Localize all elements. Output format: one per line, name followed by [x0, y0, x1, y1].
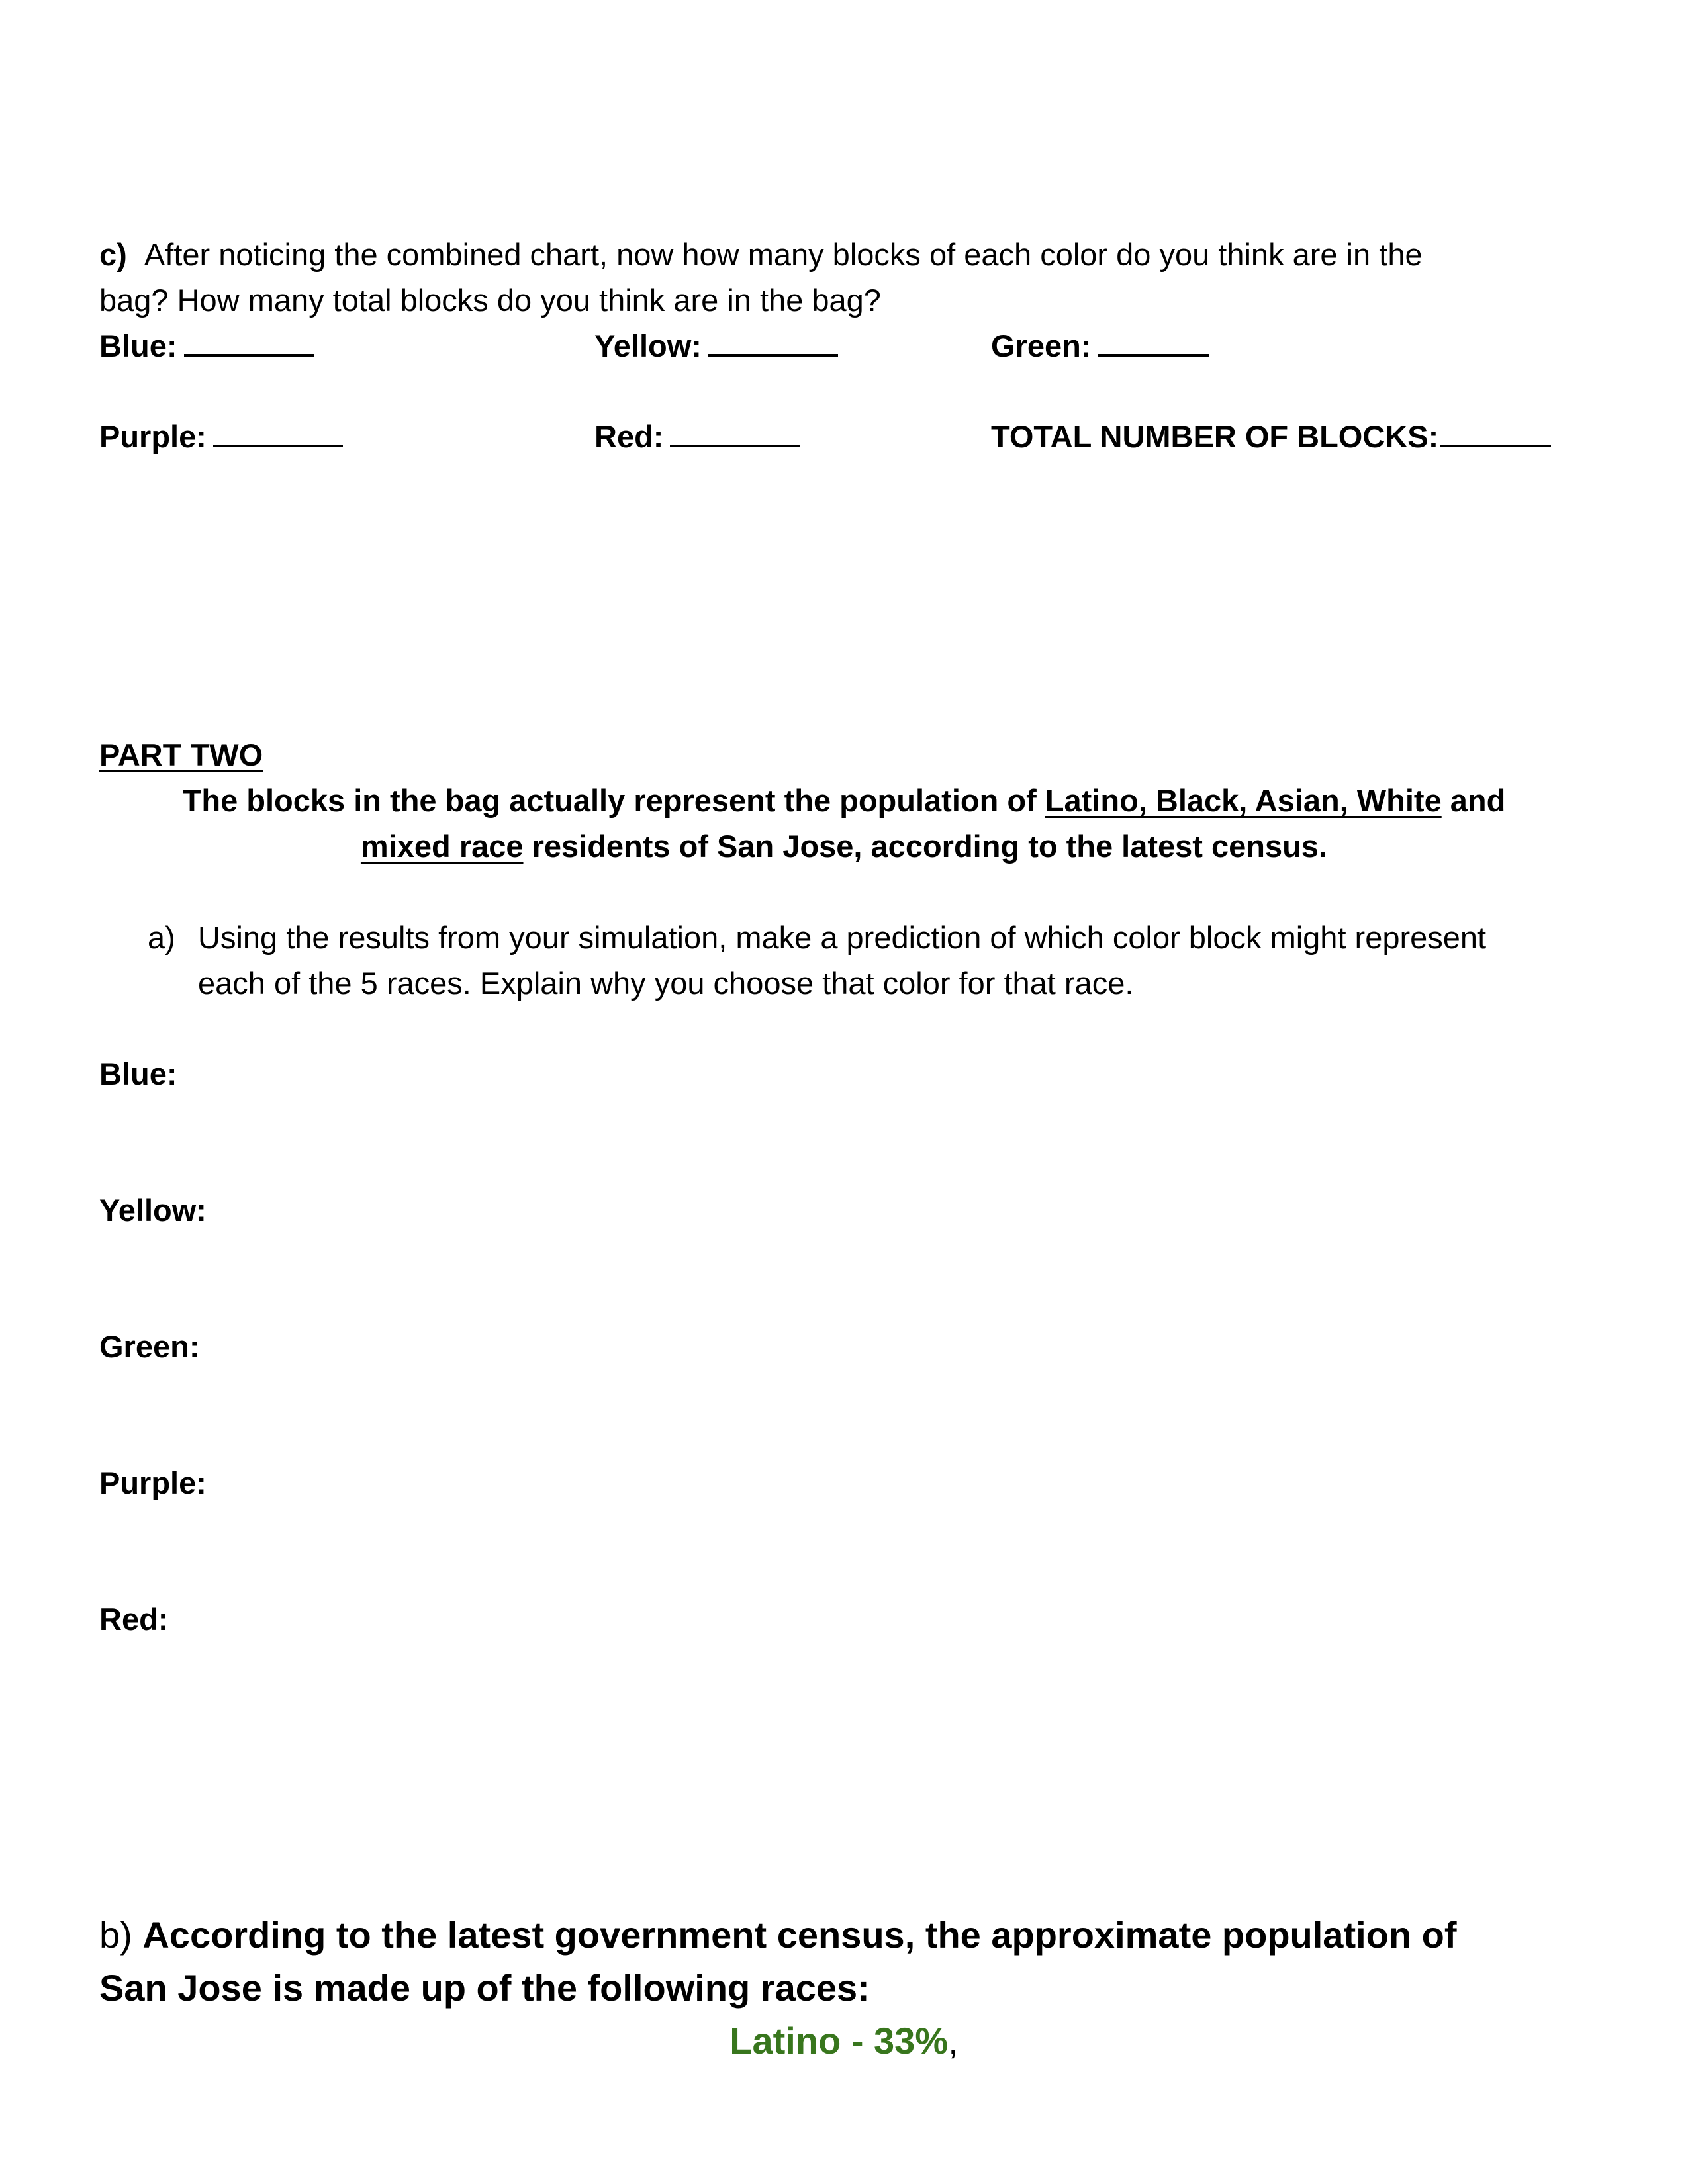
- yellow-count-label: Yellow:: [594, 328, 702, 363]
- total-blocks-blank[interactable]: [1440, 418, 1551, 447]
- purple-count-blank[interactable]: [213, 418, 343, 447]
- question-c-line-1: [99, 232, 1423, 277]
- question-a-line-1: Using the results from your simulation, make a prediction of which color block might represent: [198, 920, 1487, 955]
- question-b-marker: b): [99, 1914, 132, 1956]
- answer-label-yellow: Yellow:: [99, 1193, 207, 1228]
- yellow-count-field: [594, 323, 838, 369]
- question-b-line-2: San Jose is made up of the following races:: [99, 1967, 870, 2009]
- question-a-marker: a): [148, 920, 175, 955]
- question-a-line-2: each of the 5 races. Explain why you choose that color for that race.: [198, 966, 1134, 1001]
- purple-count-label: Purple:: [99, 419, 207, 454]
- question-c-text-1: After noticing the combined chart, now how many blocks of each color do you think are in the: [144, 237, 1423, 272]
- answer-label-green: Green:: [99, 1329, 200, 1364]
- blue-count-field: [99, 323, 314, 369]
- intro-prefix: The blocks in the bag actually represent the population of: [182, 783, 1037, 818]
- part-two-intro-line-2: [0, 823, 1688, 869]
- total-blocks-field: [991, 414, 1551, 459]
- red-count-label: Red:: [594, 419, 664, 454]
- intro-and: and: [1450, 783, 1506, 818]
- question-b-line-1: [99, 1909, 1457, 1962]
- answer-label-red: Red:: [99, 1602, 169, 1637]
- question-b-text-1: According to the latest government census, the approximate population of: [142, 1914, 1457, 1956]
- red-count-blank[interactable]: [670, 418, 800, 447]
- intro-races: Latino, Black, Asian, White: [1045, 783, 1442, 818]
- race-separator: ,: [948, 2020, 959, 2062]
- purple-count-field: [99, 414, 343, 459]
- intro-suffix: residents of San Jose, according to the latest census.: [532, 829, 1328, 864]
- intro-mixed: mixed race: [360, 829, 524, 864]
- answer-label-purple: Purple:: [99, 1465, 207, 1500]
- green-count-field: [991, 323, 1209, 369]
- red-count-field: [594, 414, 800, 459]
- part-two-heading: PART TWO: [99, 737, 263, 772]
- part-two-intro-line-1: [0, 778, 1688, 823]
- blue-count-blank[interactable]: [184, 328, 314, 357]
- question-c-line-2: bag? How many total blocks do you think are in the bag?: [99, 283, 881, 318]
- race-latino: Latino - 33%: [729, 2020, 949, 2062]
- green-count-blank[interactable]: [1098, 328, 1209, 357]
- total-blocks-label: TOTAL NUMBER OF BLOCKS:: [991, 419, 1439, 454]
- blue-count-label: Blue:: [99, 328, 177, 363]
- question-c-label: c): [99, 237, 127, 272]
- yellow-count-blank[interactable]: [708, 328, 838, 357]
- race-latino-line: [0, 2015, 1688, 2068]
- answer-label-blue: Blue:: [99, 1056, 177, 1091]
- green-count-label: Green:: [991, 328, 1092, 363]
